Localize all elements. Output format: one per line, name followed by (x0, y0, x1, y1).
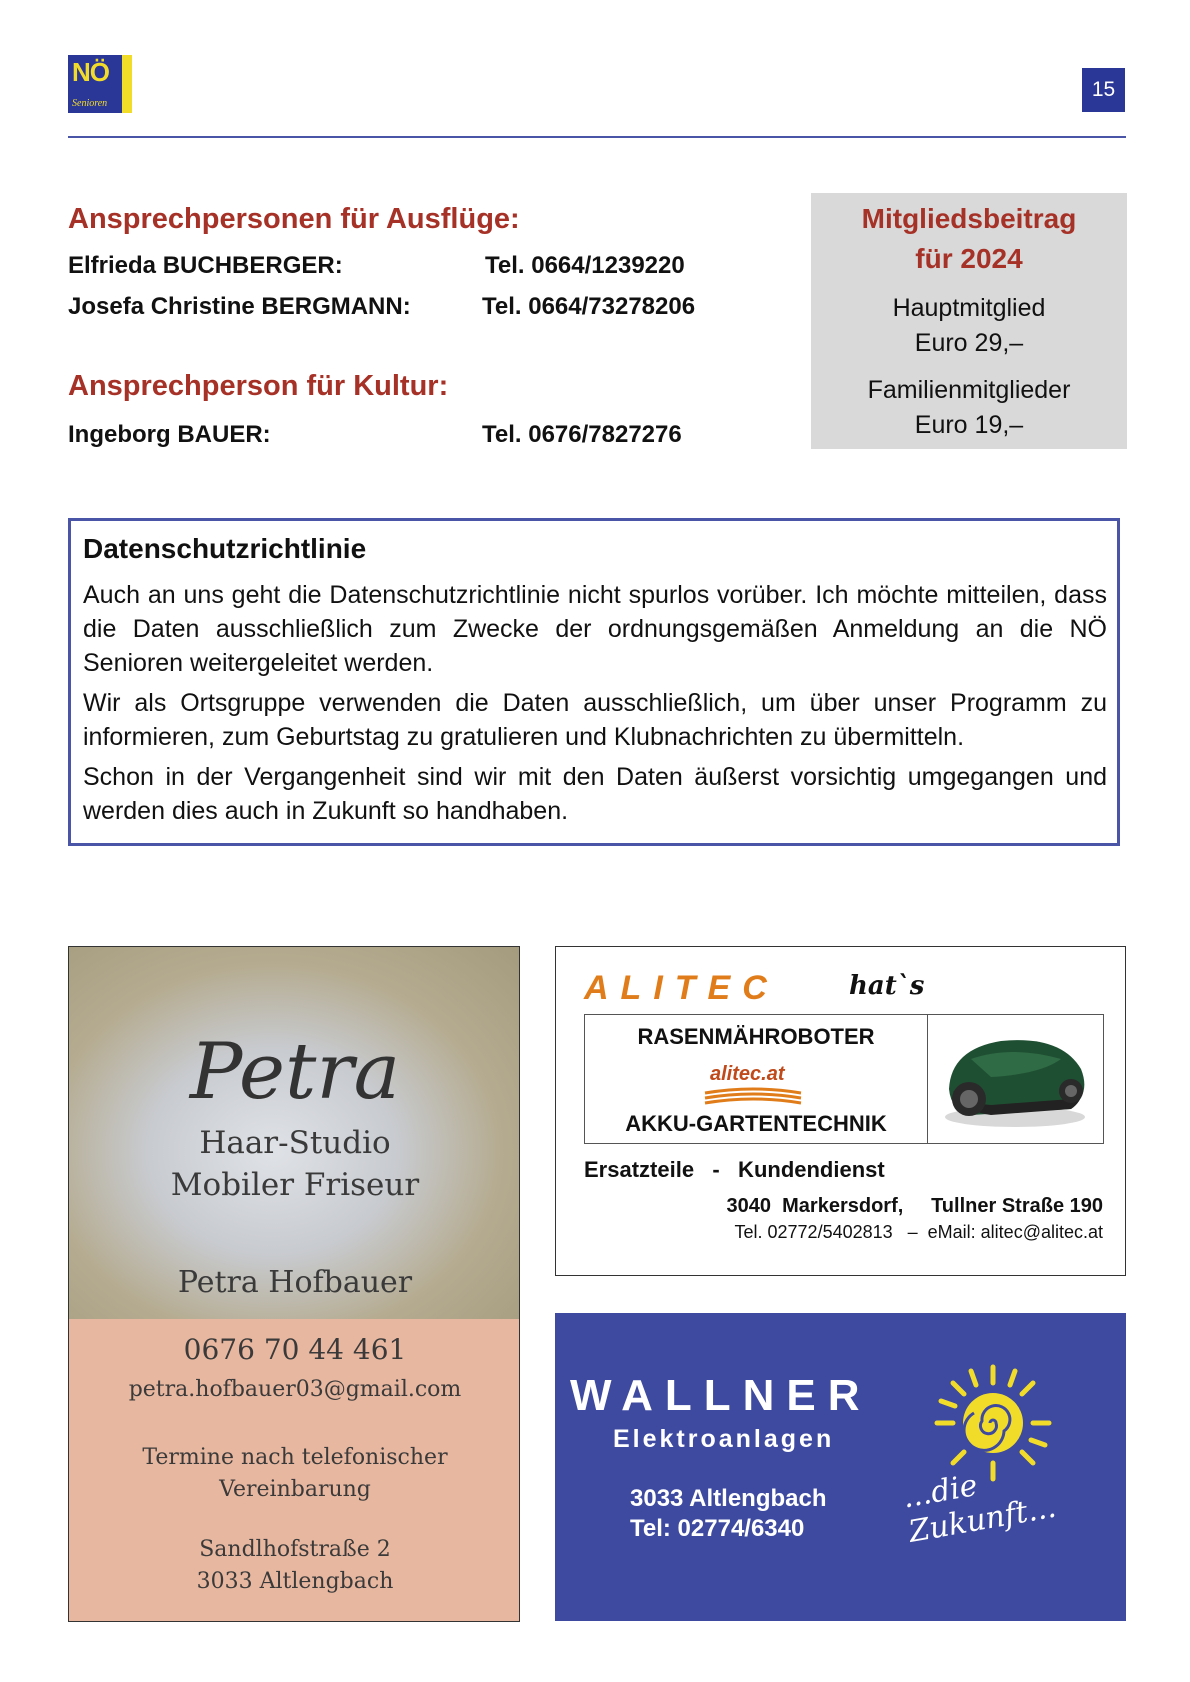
membership-title-line1: Mitgliedsbeitrag (861, 203, 1077, 234)
excursions-heading: Ansprechpersonen für Ausflüge: (68, 203, 520, 235)
privacy-title: Datenschutzrichtlinie (83, 533, 367, 564)
culture-heading: Ansprechperson für Kultur: (68, 370, 449, 402)
petra-service-line1: Haar-Studio (199, 1125, 391, 1161)
logo-text: NÖ (72, 57, 109, 87)
privacy-policy-box (68, 518, 1120, 846)
privacy-paragraph: Auch an uns geht die Datenschutzrichtlinie nicht spurlos vorüber. Ich möchte mitteilen, dass die Daten ausschließlich zum Zwecke der ordnungsgemäßen Anmeldung an die NÖ Senioren weitergeleitet werden. (83, 581, 1107, 677)
akku-garden-tech-title: AKKU-GARTENTECHNIK (625, 1111, 887, 1136)
wallner-ad (555, 1313, 1126, 1621)
contact-name: Elfrieda BUCHBERGER: (68, 252, 343, 279)
membership-item (811, 373, 1127, 443)
wallner-name: WALLNER (570, 1371, 872, 1420)
wallner-phone: Tel: 02774/6340 (630, 1515, 805, 1542)
membership-item (811, 291, 1127, 361)
petra-logo-name: Petra (189, 1027, 401, 1117)
contact-phone: Tel. 0676/7827276 (482, 421, 682, 448)
alitec-logo-text: alitec.at (710, 1063, 785, 1085)
page-number: 15 (1082, 68, 1125, 112)
alitec-brand: ALITEC (584, 969, 779, 1007)
alitec-product-box (584, 1014, 1104, 1144)
petra-note-line2: Vereinbarung (219, 1477, 371, 1502)
header-divider (68, 136, 1126, 138)
contact-name: Ingeborg BAUER: (68, 421, 271, 448)
contact-name: Josefa Christine BERGMANN: (68, 293, 411, 320)
petra-street: Sandlhofstraße 2 (199, 1537, 391, 1562)
membership-fee-box (811, 193, 1127, 449)
robot-mower-title: RASENMÄHROBOTER (637, 1024, 875, 1049)
product-box-divider (927, 1015, 928, 1143)
logo-subtext: Senioren (72, 98, 108, 109)
privacy-paragraph: Wir als Ortsgruppe verwenden die Daten ausschließlich, um über unser Programm zu informieren, zum Geburtstag zu gratulieren und Klubnachrichten zu übermitteln. (83, 689, 1107, 751)
membership-title-line2: für 2024 (915, 243, 1023, 274)
alitec-service: Ersatzteile - Kundendienst (584, 1157, 885, 1182)
wallner-slogan: ...die Zukunft... (900, 1467, 1059, 1550)
petra-note-line1: Termine nach telefonischer (142, 1445, 448, 1470)
alitec-hats: hat`s (849, 971, 925, 1001)
robot-mower-image (931, 1019, 1099, 1139)
alitec-ad (555, 946, 1126, 1276)
contact-phone: Tel. 0664/1239220 (485, 252, 685, 279)
membership-label: Familienmitglieder (867, 376, 1071, 404)
petra-hair-studio-ad (68, 946, 520, 1622)
noe-senioren-logo (68, 55, 132, 113)
contact-phone: Tel. 0664/73278206 (482, 293, 696, 320)
membership-price: Euro 19,– (914, 411, 1024, 439)
petra-city: 3033 Altlengbach (196, 1569, 394, 1594)
petra-service-line2: Mobiler Friseur (170, 1167, 420, 1203)
membership-price: Euro 29,– (914, 329, 1024, 357)
alitec-address: 3040 Markersdorf, Tullner Straße 190 (726, 1195, 1103, 1217)
petra-email: petra.hofbauer03@gmail.com (128, 1377, 462, 1402)
membership-title (811, 199, 1127, 279)
wallner-subtitle: Elektroanlagen (613, 1425, 835, 1453)
petra-owner: Petra Hofbauer (177, 1265, 413, 1300)
privacy-paragraph: Schon in der Vergangenheit sind wir mit den Daten äußerst vorsichtig umgegangen und werden dies auch in Zukunft so handhaben. (83, 763, 1107, 825)
petra-phone: 0676 70 44 461 (183, 1333, 407, 1366)
alitec-swoosh-icon (703, 1087, 803, 1107)
membership-label: Hauptmitglied (892, 294, 1046, 322)
wallner-address: 3033 Altlengbach (630, 1485, 827, 1512)
alitec-contact: Tel. 02772/5402813 – eMail: alitec@alitec.at (734, 1222, 1103, 1242)
